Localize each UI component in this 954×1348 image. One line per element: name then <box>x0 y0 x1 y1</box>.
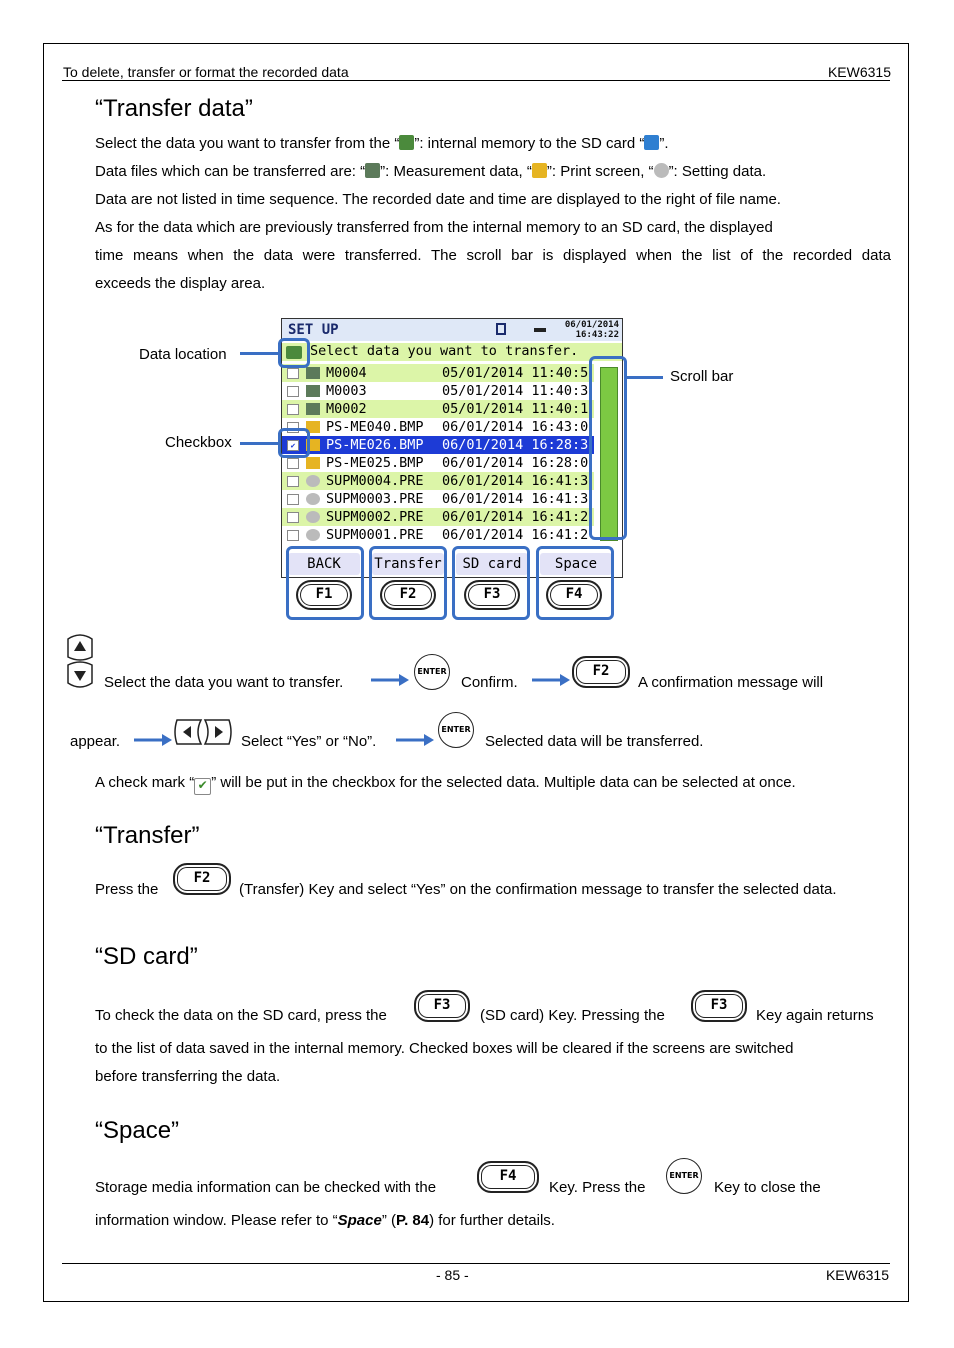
file-date: 05/01/2014 11:40:1 <box>442 401 589 417</box>
footer-rule <box>62 1263 890 1264</box>
highlight-scroll-bar <box>589 356 627 540</box>
file-row[interactable] <box>282 490 594 508</box>
step-transferred: Selected data will be transferred. <box>485 733 704 750</box>
file-date: 05/01/2014 11:40:3 <box>442 383 589 399</box>
header-title: To delete, transfer or format the recorded data <box>63 64 349 80</box>
sdcard-line-3: before transferring the data. <box>95 1068 281 1085</box>
file-date: 05/01/2014 11:40:5 <box>442 365 589 381</box>
highlight-data-location <box>278 338 310 368</box>
up-down-key-icon <box>64 633 96 689</box>
f4-key[interactable]: F4 <box>546 580 602 610</box>
paragraph-line-2: Data files which can be transferred are: “ ”: Measurement data, “ ”: Print screen, “ ”: Setting data. <box>95 163 767 180</box>
file-date: 06/01/2014 16:41:3 <box>442 491 589 507</box>
sd-card-icon <box>644 135 659 150</box>
sdcard-text-b: (SD card) Key. Pressing the <box>480 1007 665 1024</box>
file-row[interactable] <box>282 436 594 454</box>
file-row[interactable] <box>282 400 594 418</box>
highlight-f3 <box>452 546 530 620</box>
page-number: - 85 - <box>436 1267 469 1283</box>
enter-key-icon: ENTER <box>666 1158 702 1194</box>
print-screen-icon <box>532 163 547 178</box>
left-right-key-icon <box>173 716 233 748</box>
measurement-data-icon <box>365 163 380 178</box>
softkey-sd-card[interactable]: SD card <box>456 553 528 575</box>
row-checkbox[interactable] <box>287 386 299 397</box>
paragraph-line-4: As for the data which are previously transferred from the internal memory to an SD card, the displayed <box>95 219 773 236</box>
screen-title: SET UP <box>288 322 339 338</box>
check-mark-note: A check mark “ ✔ ” will be put in the checkbox for the selected data. Multiple data can be selected at once. <box>95 774 796 795</box>
space-text-a: Storage media information can be checked with the <box>95 1179 437 1196</box>
enter-key-icon: ENTER <box>414 654 450 690</box>
screen-prompt: Select data you want to transfer. <box>282 343 622 361</box>
internal-memory-icon <box>399 135 414 150</box>
check-mark-icon: ✔ <box>194 778 211 795</box>
f1-key[interactable]: F1 <box>296 580 352 610</box>
f4-key-icon: F4 <box>477 1161 539 1193</box>
device-screen <box>281 318 623 578</box>
section-title-space: “Space” <box>95 1117 180 1144</box>
sdcard-text-c: Key again returns <box>756 1007 874 1024</box>
row-checkbox[interactable] <box>287 494 299 505</box>
enter-key-icon: ENTER <box>438 712 474 748</box>
measurement-file-icon <box>306 367 320 379</box>
row-checkbox[interactable] <box>287 368 299 379</box>
section-title-transfer-data: “Transfer data” <box>95 95 253 122</box>
setting-file-icon <box>306 475 320 487</box>
paragraph-line-1: Select the data you want to transfer from the “ ”: internal memory to the SD card “ ”. <box>95 135 669 152</box>
setting-file-icon <box>306 511 320 523</box>
header-rule <box>62 80 890 81</box>
row-checkbox[interactable] <box>287 512 299 523</box>
file-name: M0004 <box>326 365 367 381</box>
arrow-icon <box>396 732 436 748</box>
file-date: 06/01/2014 16:41:2 <box>442 527 589 543</box>
file-name: SUPM0002.PRE <box>326 509 424 525</box>
softkey-back[interactable]: BACK <box>288 553 360 575</box>
step-select-yes-no: Select “Yes” or “No”. <box>241 733 377 750</box>
measurement-file-icon <box>306 403 320 415</box>
row-checkbox[interactable] <box>287 476 299 487</box>
label-data-location: Data location <box>139 346 227 363</box>
file-name: M0002 <box>326 401 367 417</box>
space-text-b: Key. Press the <box>549 1179 646 1196</box>
step-appear: appear. <box>70 733 121 750</box>
row-checkbox[interactable] <box>287 458 299 469</box>
file-row[interactable] <box>282 508 594 526</box>
print-file-icon <box>306 457 320 469</box>
screen-titlebar <box>282 319 622 341</box>
file-date: 06/01/2014 16:41:2 <box>442 509 589 525</box>
file-row[interactable] <box>282 472 594 490</box>
setting-file-icon <box>306 529 320 541</box>
file-row[interactable] <box>282 364 594 382</box>
transfer-text-a: Press the <box>95 881 159 898</box>
highlight-f4 <box>536 546 614 620</box>
section-title-transfer: “Transfer” <box>95 822 200 849</box>
sdcard-line-2: to the list of data saved in the internal memory. Checked boxes will be cleared if the screens are switched <box>95 1040 794 1057</box>
file-name: M0003 <box>326 383 367 399</box>
leader-checkbox <box>240 442 280 445</box>
page-link[interactable]: P. 84 <box>396 1212 430 1229</box>
file-name: SUPM0004.PRE <box>326 473 424 489</box>
leader-scroll-bar <box>627 376 663 379</box>
softkey-transfer[interactable]: Transfer <box>372 553 444 575</box>
highlight-f1 <box>286 546 364 620</box>
measurement-file-icon <box>306 385 320 397</box>
file-date: 06/01/2014 16:28:0 <box>442 455 589 471</box>
file-name: PS-ME040.BMP <box>326 419 424 435</box>
highlight-f2 <box>369 546 447 620</box>
label-scroll-bar: Scroll bar <box>670 368 734 385</box>
space-link[interactable]: Space <box>337 1212 382 1229</box>
f2-key-icon: F2 <box>173 863 231 895</box>
file-row[interactable] <box>282 454 594 472</box>
row-checkbox[interactable] <box>287 530 299 541</box>
step-select-data: Select the data you want to transfer. <box>104 674 344 691</box>
file-date: 06/01/2014 16:41:3 <box>442 473 589 489</box>
file-name: PS-ME026.BMP <box>326 437 424 453</box>
softkey-space[interactable]: Space <box>540 553 612 575</box>
f3-key[interactable]: F3 <box>464 580 520 610</box>
step-confirmation-message: A confirmation message will <box>638 674 824 691</box>
f2-key[interactable]: F2 <box>380 580 436 610</box>
space-reference: information window. Please refer to “Space” (P. 84) for further details. <box>95 1212 555 1229</box>
section-title-sd-card: “SD card” <box>95 943 198 970</box>
paragraph-line-3: Data are not listed in time sequence. The recorded date and time are displayed to the right of file name. <box>95 191 781 208</box>
highlight-checkbox <box>278 428 310 458</box>
file-name: PS-ME025.BMP <box>326 455 424 471</box>
paragraph-line-6: exceeds the display area. <box>95 275 266 292</box>
f3-key-icon: F3 <box>414 990 470 1022</box>
sdcard-text-a: To check the data on the SD card, press the <box>95 1007 387 1024</box>
file-date: 06/01/2014 16:43:0 <box>442 419 589 435</box>
file-name: SUPM0001.PRE <box>326 527 424 543</box>
arrow-icon <box>134 732 174 748</box>
row-checkbox[interactable]: ✔ <box>287 440 299 451</box>
setting-file-icon <box>306 493 320 505</box>
file-row[interactable] <box>282 418 594 436</box>
row-checkbox[interactable] <box>287 404 299 415</box>
file-row[interactable] <box>282 526 594 544</box>
file-name: SUPM0003.PRE <box>326 491 424 507</box>
space-text-c: Key to close the <box>714 1179 821 1196</box>
f2-key-icon: F2 <box>572 656 630 688</box>
arrow-icon <box>371 672 411 688</box>
leader-data-location <box>240 352 280 355</box>
sd-status-icon <box>496 323 506 335</box>
label-checkbox: Checkbox <box>165 434 232 451</box>
screen-datetime: 06/01/2014 16:43:22 <box>564 320 619 340</box>
file-date: 06/01/2014 16:28:3 <box>442 437 589 453</box>
power-plug-icon <box>534 328 546 332</box>
file-row[interactable] <box>282 382 594 400</box>
paragraph-line-5: time means when the data were transferred. The scroll bar is displayed when the list of the recorded data <box>95 247 891 264</box>
step-confirm: Confirm. <box>461 674 518 691</box>
f3-key-icon: F3 <box>691 990 747 1022</box>
footer-model: KEW6315 <box>825 1267 889 1283</box>
transfer-text-b: (Transfer) Key and select “Yes” on the confirmation message to transfer the selected data. <box>239 881 837 898</box>
setting-data-icon <box>654 163 669 178</box>
arrow-icon <box>532 672 572 688</box>
header-model: KEW6315 <box>827 64 891 80</box>
